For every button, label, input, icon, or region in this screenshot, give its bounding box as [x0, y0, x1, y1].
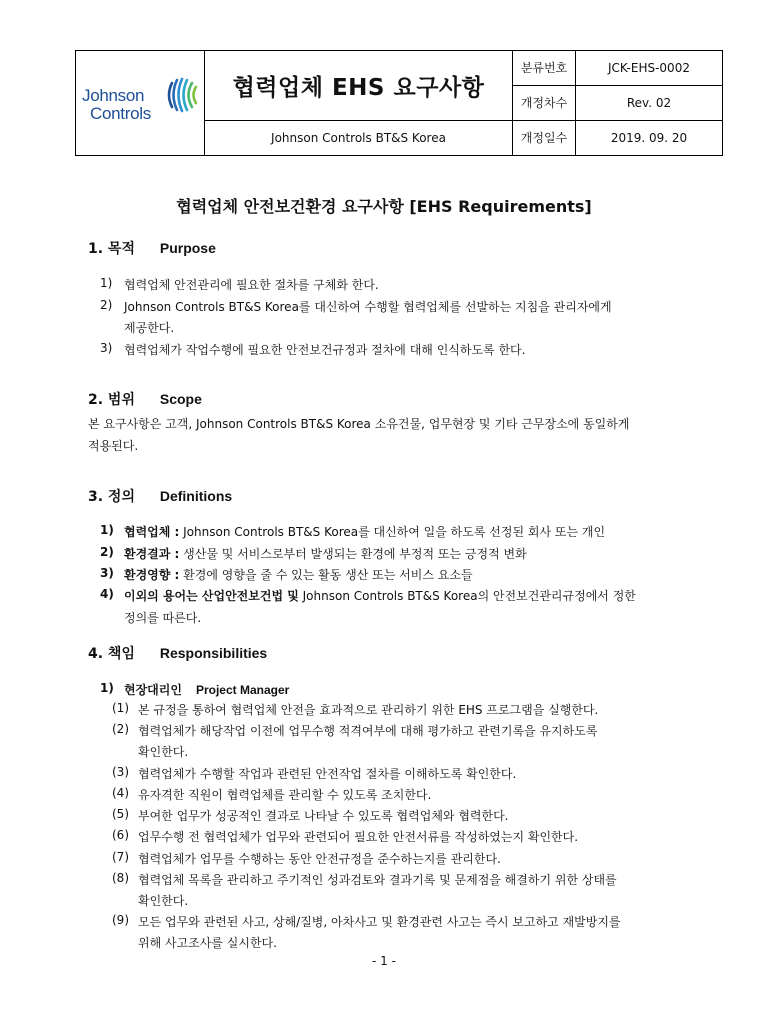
list-number: (1) — [112, 701, 129, 715]
list-item-text: 협력업체가 업무를 수행하는 동안 안전규정을 준수하는지를 관리한다. — [138, 852, 501, 866]
list-item-text: 부여한 업무가 성공적인 결과로 나타날 수 있도록 협력업체와 협력한다. — [138, 809, 509, 823]
definition-item — [124, 566, 473, 583]
list-number: 3) — [100, 341, 113, 355]
definition-item — [124, 523, 605, 540]
company-subtitle-cell: Johnson Controls BT&S Korea — [205, 120, 513, 155]
list-item-text-cont: 확인한다. — [138, 745, 189, 759]
definition-item — [124, 545, 527, 562]
field-key: 개정차수 — [513, 85, 576, 120]
list-item-text: 업무수행 전 협력업체가 업무와 관련되어 필요한 안전서류를 작성하였는지 확인한다. — [138, 830, 579, 844]
list-item-text: 협력업체가 수행할 작업과 관련된 안전작업 절차를 이해하도록 확인한다. — [138, 767, 517, 781]
list-number: (7) — [112, 850, 129, 864]
list-item-text: 유자격한 직원이 협력업체를 관리할 수 있도록 조치한다. — [138, 788, 432, 802]
list-number: 3) — [100, 566, 114, 580]
list-number: (6) — [112, 828, 129, 842]
subsection-heading-en: Project Manager — [195, 683, 290, 697]
definition-text: 생산물 및 서비스로부터 발생되는 환경에 부정적 또는 긍정적 변화 — [179, 547, 527, 561]
definition-term: 환경영향 : — [124, 568, 180, 582]
definition-item-cont: 정의를 따른다. — [124, 611, 202, 625]
list-item-text: 협력업체가 해당작업 이전에 업무수행 적격여부에 대해 평가하고 관련기록을 유지하도록 — [138, 724, 598, 738]
list-item-text: 협력업체 안전관리에 필요한 절차를 구체화 한다. — [124, 278, 379, 292]
document-main-title: 협력업체 안전보건환경 요구사항 [EHS Requirements] — [176, 197, 592, 216]
list-item-text-cont: 제공한다. — [124, 321, 175, 335]
field-key: 분류번호 — [513, 51, 576, 86]
list-item-text-cont: 위해 사고조사를 실시한다. — [138, 936, 277, 950]
definition-text: 환경에 영향을 줄 수 있는 활동 생산 또는 서비스 요소들 — [179, 568, 473, 582]
logo-swirl-icon — [162, 75, 202, 115]
section-heading-kr: 2. 범위 — [88, 392, 135, 408]
section-heading-kr: 1. 목적 — [88, 241, 135, 257]
company-logo — [80, 73, 200, 133]
subsection-heading — [124, 681, 289, 698]
list-number: (5) — [112, 807, 129, 821]
field-value: Rev. 02 — [576, 85, 723, 120]
list-item-text: 본 규정을 통하여 협력업체 안전을 효과적으로 관리하기 위한 EHS 프로그램을 실행한다. — [138, 703, 599, 717]
list-number: (9) — [112, 913, 129, 927]
field-value: JCK-EHS-0002 — [576, 51, 723, 86]
list-item-text: 모든 업무와 관련된 사고, 상해/질병, 아차사고 및 환경관련 사고는 즉시 보고하고 재발방지를 — [138, 915, 621, 929]
document-header-table — [75, 50, 723, 156]
definition-term: 이외의 용어는 산업안전보건법 및 — [124, 589, 299, 603]
field-value: 2019. 09. 20 — [576, 120, 723, 155]
section-heading-purpose — [88, 238, 216, 258]
list-number: 2) — [100, 545, 114, 559]
list-number: (4) — [112, 786, 129, 800]
list-number: 1) — [100, 276, 113, 290]
paragraph-line: 적용된다. — [88, 439, 139, 453]
definition-text: Johnson Controls BT&S Korea를 대신하여 일을 하도록 선정된 회사 또는 개인 — [179, 525, 606, 539]
paragraph-line: 본 요구사항은 고객, Johnson Controls BT&S Korea 소유건물, 업무현장 및 기타 근무장소에 동일하게 — [88, 417, 630, 431]
section-heading-definitions — [88, 486, 232, 506]
definition-item — [124, 587, 636, 604]
list-number: (3) — [112, 765, 129, 779]
subsection-heading-kr: 현장대리인 — [124, 683, 182, 697]
section-heading-en: Scope — [159, 391, 202, 407]
section-heading-kr: 4. 책임 — [88, 646, 135, 662]
list-item-text: 협력업체 목록을 관리하고 주기적인 성과검토와 결과기록 및 문제점을 해결하기 위한 상태를 — [138, 873, 617, 887]
section-heading-en: Purpose — [159, 240, 216, 256]
page-number: - 1 - — [372, 954, 396, 968]
section-heading-scope — [88, 389, 202, 409]
list-number: 4) — [100, 587, 114, 601]
definition-text: Johnson Controls BT&S Korea의 안전보건관리규정에서 정한 — [298, 589, 636, 603]
definition-term: 협력업체 : — [124, 525, 180, 539]
document-title-cell: 협력업체 EHS 요구사항 — [205, 51, 513, 121]
logo-cell — [76, 51, 205, 156]
section-heading-en: Responsibilities — [159, 645, 268, 661]
field-key: 개정일수 — [513, 120, 576, 155]
list-number: 1) — [100, 523, 114, 537]
list-item-text: 협력업체가 작업수행에 필요한 안전보건규정과 절차에 대해 인식하도록 한다. — [124, 343, 526, 357]
list-item-text-cont: 확인한다. — [138, 894, 189, 908]
logo-text-line2: Controls — [90, 104, 151, 123]
section-heading-kr: 3. 정의 — [88, 489, 135, 505]
list-number: 2) — [100, 298, 113, 312]
subsection-number: 1) — [100, 681, 114, 695]
list-number: (2) — [112, 722, 129, 736]
list-number: (8) — [112, 871, 129, 885]
list-item-text: Johnson Controls BT&S Korea를 대신하여 수행할 협력업체를 선발하는 지침을 관리자에게 — [124, 300, 612, 314]
section-heading-en: Definitions — [159, 488, 233, 504]
definition-term: 환경결과 : — [124, 547, 180, 561]
section-heading-responsibilities — [88, 643, 267, 663]
logo-text-line1: Johnson — [82, 86, 145, 105]
